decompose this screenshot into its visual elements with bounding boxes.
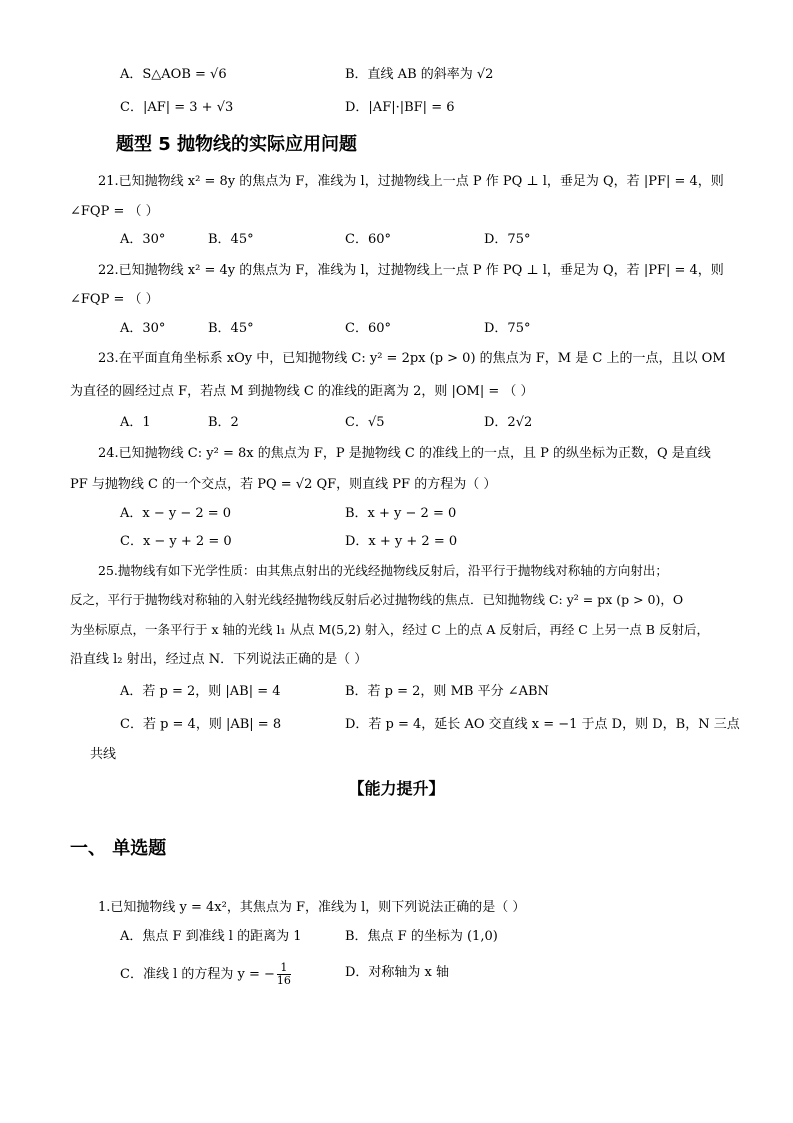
q20-option-c: C．|AF| = 3 + √3 (120, 100, 234, 115)
q25-stem-line4: 沿直线 l₂ 射出，经过点 N．下列说法正确的是（ ） (70, 652, 368, 667)
q21-option-d: D．75° (484, 232, 531, 247)
q22-stem-line2: ∠FQP = （ ） (70, 292, 159, 307)
q22-option-b: B．45° (208, 321, 254, 336)
q1-option-d: D．对称轴为 x 轴 (345, 965, 450, 980)
q25-stem-line1: 25.抛物线有如下光学性质：由其焦点射出的光线经抛物线反射后，沿平行于抛物线对称轴的方向射出； (98, 563, 668, 578)
q1-option-c-prefix: C．准线 l 的方程为 y = − (120, 967, 275, 982)
q22-option-d: D．75° (484, 321, 531, 336)
q25-option-a: A．若 p = 2，则 |AB| = 4 (120, 684, 281, 699)
q23-stem-line1: 23.在平面直角坐标系 xOy 中，已知抛物线 C: y² = 2px (p > 0) 的焦点为 F，M 是 C 上的一点，且以 OM (98, 351, 726, 366)
q1-option-c (120, 962, 293, 987)
q24-option-d: D．x + y + 2 = 0 (345, 534, 458, 549)
q21-stem-line1: 21.已知抛物线 x² = 8y 的焦点为 F，准线为 l，过抛物线上一点 P 作 PQ ⊥ l，垂足为 Q，若 |PF| = 4，则 (98, 174, 724, 189)
q25-option-d-continuation: 共线 (90, 747, 117, 762)
q1-option-a: A．焦点 F 到准线 l 的距离为 1 (120, 929, 302, 944)
q25-stem-line3: 为坐标原点，一条平行于 x 轴的光线 l₁ 从点 M(5,2) 射入，经过 C 上的点 A 反射后，再经 C 上另一点 B 反射后， (70, 622, 709, 637)
q24-stem-line1: 24.已知抛物线 C: y² = 8x 的焦点为 F，P 是抛物线 C 的准线上的一点，且 P 的纵坐标为正数，Q 是直线 (98, 446, 711, 461)
q24-option-b: B．x + y − 2 = 0 (345, 506, 457, 521)
q20-option-d: D．|AF|·|BF| = 6 (345, 100, 455, 115)
q1-option-c-fraction (277, 962, 291, 987)
single-choice-heading: 一、 单选题 (70, 838, 167, 859)
q20-option-b: B．直线 AB 的斜率为 √2 (345, 67, 494, 82)
q23-option-d: D．2√2 (484, 415, 533, 430)
q24-stem-line2: PF 与抛物线 C 的一个交点，若 PQ = √2 QF，则直线 PF 的方程为（ ） (70, 477, 497, 492)
q1-option-b: B．焦点 F 的坐标为 (1,0) (345, 929, 498, 944)
q25-option-b: B．若 p = 2，则 MB 平分 ∠ABN (345, 684, 549, 699)
q22-option-c: C．60° (345, 321, 391, 336)
ability-title: 【能力提升】 (348, 779, 445, 798)
q1-stem: 1.已知抛物线 y = 4x²，其焦点为 F，准线为 l，则下列说法正确的是（ ） (98, 900, 526, 915)
q20-option-a: A．S△AOB = √6 (120, 67, 227, 82)
fraction-numerator: 1 (280, 961, 288, 974)
q23-option-c: C．√5 (345, 415, 385, 430)
q21-option-a: A．30° (120, 232, 166, 247)
q25-option-c: C．若 p = 4，则 |AB| = 8 (120, 717, 282, 732)
q25-stem-line2: 反之，平行于抛物线对称轴的入射光线经抛物线反射后必过抛物线的焦点．已知抛物线 C: y² = px (p > 0)，O (70, 592, 684, 607)
q24-option-c: C．x − y + 2 = 0 (120, 534, 232, 549)
q21-stem-line2: ∠FQP = （ ） (70, 204, 159, 219)
q24-option-a: A．x − y − 2 = 0 (120, 506, 232, 521)
q22-option-a: A．30° (120, 321, 166, 336)
q21-option-b: B．45° (208, 232, 254, 247)
q22-stem-line1: 22.已知抛物线 x² = 4y 的焦点为 F，准线为 l，过抛物线上一点 P 作 PQ ⊥ l，垂足为 Q，若 |PF| = 4，则 (98, 263, 724, 278)
section-title: 题型 5 抛物线的实际应用问题 (116, 134, 358, 155)
fraction-denominator: 16 (276, 974, 291, 987)
q23-option-b: B．2 (208, 415, 239, 430)
q23-option-a: A．1 (120, 415, 151, 430)
q25-option-d: D．若 p = 4，延长 AO 交直线 x = −1 于点 D，则 D，B，N 三点 (345, 717, 740, 732)
q23-stem-line2: 为直径的圆经过点 F，若点 M 到抛物线 C 的准线的距离为 2，则 |OM| = （ ） (70, 384, 534, 399)
q21-option-c: C．60° (345, 232, 391, 247)
